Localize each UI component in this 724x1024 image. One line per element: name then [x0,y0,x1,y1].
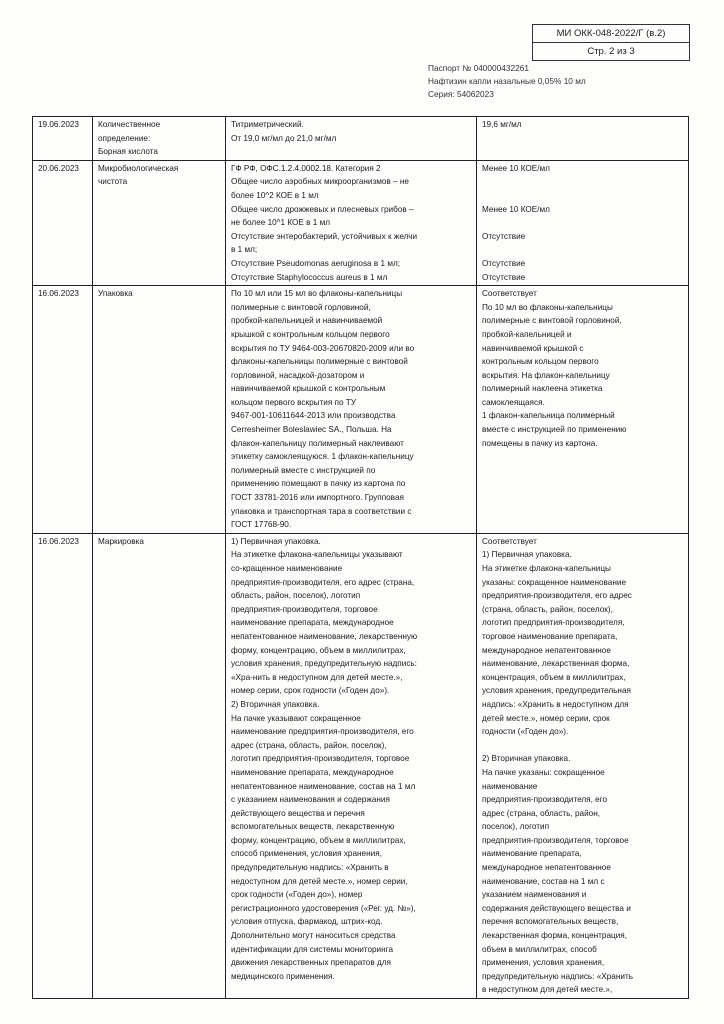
result-cell [477,117,689,161]
requirement-cell [226,286,477,534]
document-id-box [532,24,690,61]
result-line: указаны: сокращенное наименование [482,577,626,587]
requirement-line: логотип предприятия-производителя, торговое [231,754,410,764]
requirement-line: горловиной, насадкой-дозатором и [231,370,365,380]
requirement-cell [226,160,477,285]
result-line: поселок), логотип [482,822,550,832]
requirement-line: способ применения, условия хранения, [231,849,382,859]
blank-line [482,243,684,257]
result-line: 1) Первичная упаковка. [482,550,572,560]
result-line: На пачке указаны: сокращенное [482,767,605,777]
table-row [33,117,689,161]
analysis-table [32,116,689,999]
requirement-line: По 10 мл или 15 мл во флаконы-капельницы [231,289,403,299]
indicator-line: Микробиологическая [98,163,179,173]
requirement-cell [226,117,477,161]
analysis-table-body [33,117,689,999]
requirement-line: условия отпуска, фармакод, штрих-код. [231,917,383,927]
requirement-line: Cerresheimer Boleslawiec SA., Польша. На [231,425,392,435]
indicator-cell [93,117,226,161]
requirement-line: номер серии, срок годности («Годен до»). [231,686,390,696]
result-line: пробкой-капельницей и [482,329,572,339]
requirement-line: крышкой с контрольным кольцом первого [231,329,390,339]
requirement-line: с указанием наименования и содержания [231,795,390,805]
indicator-line: Маркировка [98,536,144,546]
result-line: содержания действующего вещества и [482,903,631,913]
result-line: Соответствует [482,289,537,299]
result-line: навинчиваемой крышкой с [482,343,584,353]
blank-line [482,216,684,230]
result-line: предприятия-производителя, его [482,795,608,805]
requirement-line: форму, концентрацию, объем в миллилитрах, [231,835,406,845]
result-line: применения, условия хранения, [482,958,605,968]
indicator-line: Борная кислота [98,147,158,157]
requirement-line: действующего вещества и перечня [231,808,365,818]
product-name: Нафтизин капли назальные 0,05% 10 мл [428,76,586,86]
result-line: Соответствует [482,536,537,546]
requirement-line: вспомогательных веществ, лекарственную [231,822,395,832]
requirement-line: полимерный вместе с инструкцией по [231,465,376,475]
requirement-line: наименование препарата, международное [231,618,394,628]
indicator-cell [93,533,226,998]
requirement-line: флаконы-капельницы полимерные с винтовой [231,357,408,367]
requirement-line: упаковка и транспортная тара в соответствии с [231,506,412,516]
result-line: наименование, состав на 1 мл с [482,876,605,886]
requirement-line: движения лекарственных препаратов для [231,958,391,968]
result-cell [477,533,689,998]
result-line: лекарственная форма, концентрация, [482,931,627,941]
requirement-line: 1) Первичная упаковка. [231,536,321,546]
requirement-line: форму, концентрацию, объем в миллилитрах, [231,645,406,655]
indicator-line: определение: [98,133,151,143]
result-cell [477,286,689,534]
requirement-line: со-кращенное наименование [231,564,343,573]
result-line: 1 флакон-капельница полимерный [482,411,615,421]
requirement-line: непатентованное наименование, состав на 1 мл [231,781,416,791]
requirement-line: От 19,0 мг/мл до 21,0 мг/мл [231,133,337,143]
result-line: международное непатентованное [482,645,611,655]
requirement-line: медицинского применения. [231,971,335,981]
requirement-line: срок годности («Годен до»), номер [231,890,363,900]
result-line: годности («Годен до»). [482,727,569,737]
result-line: Отсутствие [482,258,526,268]
test-date: 20.06.2023 [33,160,93,285]
requirement-line: Общее число аэробных микроорганизмов – не [231,177,409,187]
result-line: предупредительную надпись: «Хранить [482,971,633,981]
requirement-line: вскрытия по ТУ 9464-003-20670820-2009 или во [231,343,415,353]
requirement-line: На этикетке флакона-капельницы указывают [231,550,403,560]
result-line: адрес (страна, область, район, [482,808,601,818]
requirement-line: Дополнительно могут наноситься средства [231,931,396,941]
result-cell [477,160,689,285]
requirement-line: Отсутствие энтеробактерий, устойчивых к желчи [231,231,418,241]
requirement-line: этикетку самоклеящуюся. 1 флакон-капельницу [231,452,414,462]
result-line: вскрытия. На флакон-капельницу [482,370,610,380]
result-line: полимерный наклеена этикетка [482,384,603,394]
requirement-line: регистрационного удостоверения («Рег. уд. №»), [231,903,416,913]
requirement-line: недоступном для детей месте.», номер серии, [231,876,408,886]
requirement-line: «Хра-нить в недоступном для детей месте.», [231,672,403,682]
indicator-cell [93,160,226,285]
requirement-line: Титриметрический. [231,120,304,129]
requirement-line: адрес (страна, область, район, поселок), [231,740,387,750]
result-line: наименование препарата, [482,849,582,859]
result-line: Менее 10 КОЕ/мл [482,204,550,214]
result-line: торговое наименование препарата, [482,631,618,641]
requirement-line: 2) Вторичная упаковка. [231,699,320,709]
passport-number: Паспорт № 040000432261 [428,63,529,73]
result-line: перечня вспомогательных веществ, [482,917,619,927]
result-line: логотип предприятия-производителя, [482,618,625,628]
result-line: 2) Вторичная упаковка. [482,754,571,764]
requirement-line: не более 10^1 КОЕ в 1 мл [231,218,330,228]
table-row [33,286,689,534]
blank-line [482,175,684,189]
result-line: полимерные с винтовой горловиной, [482,316,622,326]
indicator-line: Количественное [98,120,161,129]
requirement-line: Общее число дрожжевых и плесневых грибов – [231,204,414,214]
requirement-line: Отсутствие Pseudomonas aeruginosa в 1 мл; [231,258,401,268]
result-line: Отсутствие [482,272,526,282]
requirement-line: область, район, поселок), логотип [231,591,361,601]
requirement-line: ГОСТ 33781-2016 или импортного. Групповая [231,493,404,503]
passport-info [428,62,708,101]
requirement-line: 9467-001-10611644-2013 или производства [231,411,396,421]
result-line: условия хранения, предупредительная [482,686,631,696]
requirement-line: флакон-капельницу полимерный наклеивают [231,438,404,448]
result-line: в недоступном для детей месте.», [482,985,613,995]
test-date: 16.06.2023 [33,533,93,998]
result-line: указанием наименования и [482,890,587,900]
result-line: предприятия-производителя, его адрес [482,591,632,601]
result-line: 19,6 мг/мл [482,120,522,129]
indicator-line: чистота [98,177,128,187]
result-line: наименование [482,781,538,791]
requirement-line: ГОСТ 17768-90. [231,520,292,530]
requirement-line: Отсутствие Staphylococcus aureus в 1 мл [231,272,388,282]
series-number: Серия: 54062023 [428,89,494,99]
result-line: На этикетке флакона-капельницы [482,564,611,573]
requirement-line: наименование предприятия-производителя, его [231,727,414,737]
table-row [33,160,689,285]
requirement-line: кольцом первого вскрытия по ТУ [231,397,356,407]
test-date: 16.06.2023 [33,286,93,534]
result-line: контрольным кольцом первого [482,357,599,367]
result-line: самоклеящаяся. [482,397,545,407]
result-line: вместе с инструкцией по применению [482,425,627,435]
document-code: МИ ОКК-048-2022/Г (в.2) [556,28,666,39]
result-line: Менее 10 КОЕ/мл [482,163,550,173]
result-line: (страна, область, район, поселок), [482,604,613,614]
result-line: предприятия-производителя, торговое [482,835,629,845]
blank-line [482,739,684,753]
result-line: надпись: «Хранить в недоступном для [482,699,629,709]
table-row [33,533,689,998]
requirement-line: более 10^2 КОЕ в 1 мл [231,190,319,200]
result-line: наименование, лекарственная форма, [482,659,630,669]
test-date: 19.06.2023 [33,117,93,161]
requirement-line: полимерные с винтовой горловиной, [231,302,371,312]
result-line: международное непатентованное [482,863,611,873]
result-line: объем в миллилитрах, способ [482,944,597,954]
requirement-line: навинчиваемой крышкой с контрольным [231,384,386,394]
result-line: Отсутствие [482,231,526,241]
requirement-line: предупредительную надпись: «Хранить в [231,863,389,873]
requirement-line: в 1 мл; [231,245,258,255]
requirement-line: наименование препарата, международное [231,767,394,777]
result-line: По 10 мл во флаконы-капельницы [482,302,613,312]
requirement-line: пробкой-капельницей и навинчиваемой [231,316,383,326]
blank-line [482,189,684,203]
requirement-line: применению помещают в пачку из картона по [231,479,406,489]
result-line: помещены в пачку из картона. [482,438,598,448]
requirement-line: непатентованное наименование, лекарственную [231,631,418,641]
requirement-line: предприятия-производителя, торговое [231,604,378,614]
indicator-cell [93,286,226,534]
page-number: Стр. 2 из 3 [533,42,689,60]
requirement-line: ГФ РФ, ОФС.1.2.4.0002.18. Категория 2 [231,163,381,173]
requirement-line: предприятия-производителя, его адрес (страна, [231,577,415,587]
requirement-line: На пачке указывают сокращенное [231,713,361,723]
indicator-line: Упаковка [98,289,133,299]
requirement-line: идентификации для системы мониторинга [231,944,394,954]
requirement-line: условия хранения, предупредительную надпись: [231,659,417,669]
requirement-cell [226,533,477,998]
result-line: детей месте.», номер серии, срок [482,713,610,723]
result-line: концентрация, объем в миллилитрах, [482,672,626,682]
